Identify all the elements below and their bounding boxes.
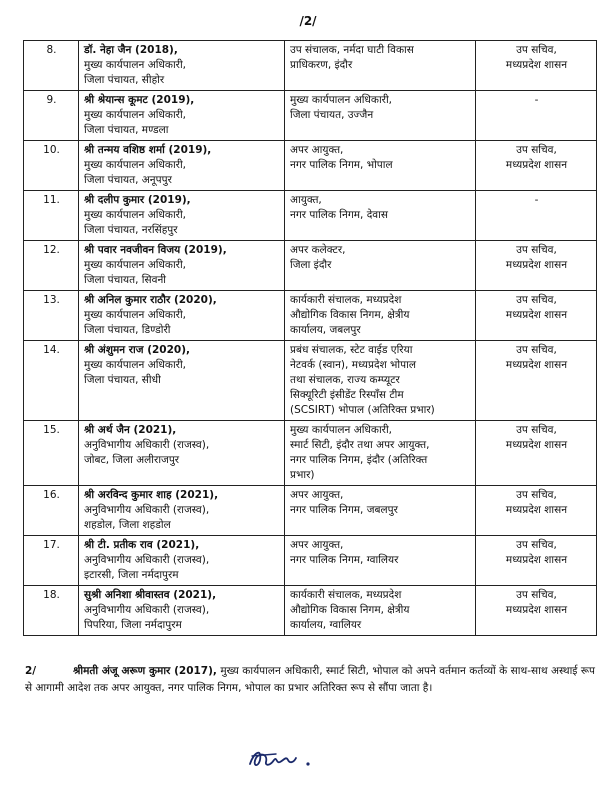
- new-posting-line: कार्यकारी संचालक, मध्यप्रदेश: [290, 589, 402, 601]
- current-posting-line: अनुविभागीय अधिकारी (राजस्व),: [84, 554, 210, 566]
- new-posting-line: नगर पालिक निगम, भोपाल: [290, 159, 393, 171]
- paragraph-text: मुख्य कार्यपालन अधिकारी, स्मार्ट सिटी, भोपाल को अपने वर्तमान कर्तव्यों के साथ-साथ अस्थाई रूप से आगामी आदेश तक अपर आयुक्त, नगर पालिक निगम, भोपाल का प्रभार अतिरिक्त रूप से सौंपा जाता है।: [25, 665, 595, 694]
- equivalent-post-line: मध्यप्रदेश शासन: [505, 159, 568, 171]
- new-posting-line: कार्यालय, जबलपुर: [290, 324, 361, 336]
- new-posting-cell: [285, 191, 476, 241]
- new-posting-line: जिला पंचायत, उज्जैन: [290, 109, 374, 121]
- new-posting-line: स्मार्ट सिटी, इंदौर तथा अपर आयुक्त,: [290, 439, 430, 451]
- new-posting-line: नगर पालिक निगम, देवास: [290, 209, 388, 221]
- table-row: [24, 586, 597, 636]
- serial-number: 9.: [24, 91, 79, 141]
- officer-cell: [79, 536, 285, 586]
- equivalent-post-cell: [476, 91, 597, 141]
- table-row: [24, 41, 597, 91]
- equivalent-post-line: उप सचिव,: [516, 294, 557, 306]
- officer-name: श्री अर्थ जैन (2021),: [84, 424, 177, 436]
- table-row: [24, 536, 597, 586]
- serial-number: 17.: [24, 536, 79, 586]
- officer-cell: [79, 91, 285, 141]
- officer-cell: [79, 241, 285, 291]
- new-posting-line: तथा संचालक, राज्य कम्प्यूटर: [290, 374, 400, 386]
- equivalent-post-line: उप सचिव,: [516, 424, 557, 436]
- current-posting-line: अनुविभागीय अधिकारी (राजस्व),: [84, 439, 210, 451]
- new-posting-line: उप संचालक, नर्मदा घाटी विकास: [290, 44, 414, 56]
- paragraph-number: 2/: [25, 665, 37, 677]
- new-posting-line: प्रभार): [290, 469, 315, 481]
- current-posting-line: अनुविभागीय अधिकारी (राजस्व),: [84, 604, 210, 616]
- signature: [246, 742, 326, 774]
- equivalent-post-cell: [476, 191, 597, 241]
- new-posting-line: कार्यकारी संचालक, मध्यप्रदेश: [290, 294, 402, 306]
- serial-number: 18.: [24, 586, 79, 636]
- serial-number: 11.: [24, 191, 79, 241]
- officer-name: श्री पवार नवजीवन विजय (2019),: [84, 244, 227, 256]
- new-posting-line: नगर पालिक निगम, ग्वालियर: [290, 554, 399, 566]
- officer-name: श्री श्रेयान्स कूमट (2019),: [84, 94, 195, 106]
- equivalent-post-cell: [476, 486, 597, 536]
- serial-number: 8.: [24, 41, 79, 91]
- transfer-table: [23, 40, 597, 636]
- new-posting-line: प्राधिकरण, इंदौर: [290, 59, 353, 71]
- current-posting-line: मुख्य कार्यपालन अधिकारी,: [84, 159, 187, 171]
- table-row: [24, 291, 597, 341]
- new-posting-cell: [285, 41, 476, 91]
- officer-name: श्री अंशुमन राज (2020),: [84, 344, 191, 356]
- officer-cell: [79, 341, 285, 421]
- officer-name: सुश्री अनिशा श्रीवास्तव (2021),: [84, 589, 217, 601]
- new-posting-line: अपर कलेक्टर,: [290, 244, 346, 256]
- new-posting-line: मुख्य कार्यपालन अधिकारी,: [290, 94, 393, 106]
- current-posting-line: इटारसी, जिला नर्मदापुरम: [84, 569, 179, 581]
- equivalent-post-line: मध्यप्रदेश शासन: [505, 259, 568, 271]
- new-posting-line: (SCSIRT) भोपाल (अतिरिक्त प्रभार): [290, 404, 435, 416]
- officer-cell: [79, 41, 285, 91]
- current-posting-line: जिला पंचायत, सीधी: [84, 374, 161, 386]
- equivalent-post-cell: [476, 141, 597, 191]
- new-posting-line: मुख्य कार्यपालन अधिकारी,: [290, 424, 393, 436]
- new-posting-line: सिक्यूरिटी इंसीडेंट रिस्पॉंस टीम: [290, 389, 404, 401]
- equivalent-post-cell: [476, 421, 597, 486]
- officer-name: श्री टी. प्रतीक राव (2021),: [84, 539, 200, 551]
- equivalent-post-line: -: [534, 194, 539, 206]
- table-row: [24, 91, 597, 141]
- equivalent-post-line: उप सचिव,: [516, 489, 557, 501]
- new-posting-cell: [285, 291, 476, 341]
- current-posting-line: अनुविभागीय अधिकारी (राजस्व),: [84, 504, 210, 516]
- equivalent-post-line: मध्यप्रदेश शासन: [505, 554, 568, 566]
- current-posting-line: जिला पंचायत, अनूपपुर: [84, 174, 172, 186]
- officer-name: श्री अरविन्द कुमार शाह (2021),: [84, 489, 219, 501]
- equivalent-post-line: मध्यप्रदेश शासन: [505, 439, 568, 451]
- new-posting-cell: [285, 536, 476, 586]
- equivalent-post-line: मध्यप्रदेश शासन: [505, 59, 568, 71]
- new-posting-line: प्रबंध संचालक, स्टेट वाईड एरिया: [290, 344, 413, 356]
- new-posting-line: जिला इंदौर: [290, 259, 332, 271]
- equivalent-post-line: उप सचिव,: [516, 539, 557, 551]
- equivalent-post-line: मध्यप्रदेश शासन: [505, 309, 568, 321]
- new-posting-line: नेटवर्क (स्वान), मध्यप्रदेश भोपाल: [290, 359, 416, 371]
- new-posting-cell: [285, 341, 476, 421]
- equivalent-post-cell: [476, 341, 597, 421]
- equivalent-post-line: उप सचिव,: [516, 144, 557, 156]
- current-posting-line: मुख्य कार्यपालन अधिकारी,: [84, 259, 187, 271]
- equivalent-post-line: उप सचिव,: [516, 44, 557, 56]
- new-posting-line: आयुक्त,: [290, 194, 322, 206]
- table-row: [24, 191, 597, 241]
- current-posting-line: जिला पंचायत, डिण्डोरी: [84, 324, 171, 336]
- officer-cell: [79, 191, 285, 241]
- new-posting-line: नगर पालिक निगम, इंदौर (अतिरिक्त: [290, 454, 428, 466]
- current-posting-line: मुख्य कार्यपालन अधिकारी,: [84, 359, 187, 371]
- transfer-table-body: [24, 41, 597, 636]
- table-row: [24, 421, 597, 486]
- new-posting-line: औद्योगिक विकास निगम, क्षेत्रीय: [290, 604, 410, 616]
- page-number: /2/: [299, 14, 317, 28]
- serial-number: 15.: [24, 421, 79, 486]
- current-posting-line: शहडोल, जिला शहडोल: [84, 519, 171, 531]
- equivalent-post-line: उप सचिव,: [516, 244, 557, 256]
- serial-number: 14.: [24, 341, 79, 421]
- new-posting-cell: [285, 486, 476, 536]
- equivalent-post-cell: [476, 41, 597, 91]
- equivalent-post-line: मध्यप्रदेश शासन: [505, 504, 568, 516]
- current-posting-line: जिला पंचायत, नरसिंहपुर: [84, 224, 178, 236]
- current-posting-line: मुख्य कार्यपालन अधिकारी,: [84, 309, 187, 321]
- equivalent-post-line: उप सचिव,: [516, 344, 557, 356]
- new-posting-cell: [285, 241, 476, 291]
- equivalent-post-cell: [476, 241, 597, 291]
- officer-cell: [79, 486, 285, 536]
- table-row: [24, 486, 597, 536]
- equivalent-post-cell: [476, 536, 597, 586]
- serial-number: 16.: [24, 486, 79, 536]
- officer-cell: [79, 586, 285, 636]
- new-posting-cell: [285, 421, 476, 486]
- officer-cell: [79, 421, 285, 486]
- officer-name: डॉ. नेहा जैन (2018),: [84, 44, 178, 56]
- equivalent-post-line: मध्यप्रदेश शासन: [505, 604, 568, 616]
- serial-number: 10.: [24, 141, 79, 191]
- equivalent-post-cell: [476, 586, 597, 636]
- officer-cell: [79, 141, 285, 191]
- equivalent-post-line: -: [534, 94, 539, 106]
- current-posting-line: मुख्य कार्यपालन अधिकारी,: [84, 209, 187, 221]
- paragraph-2: [25, 663, 595, 697]
- officer-cell: [79, 291, 285, 341]
- new-posting-line: अपर आयुक्त,: [290, 489, 344, 501]
- officer-name: श्री तन्मय वशिष्ठ शर्मा (2019),: [84, 144, 212, 156]
- current-posting-line: मुख्य कार्यपालन अधिकारी,: [84, 109, 187, 121]
- table-row: [24, 241, 597, 291]
- new-posting-line: कार्यालय, ग्वालियर: [290, 619, 362, 631]
- current-posting-line: मुख्य कार्यपालन अधिकारी,: [84, 59, 187, 71]
- new-posting-line: औद्योगिक विकास निगम, क्षेत्रीय: [290, 309, 410, 321]
- new-posting-cell: [285, 141, 476, 191]
- serial-number: 12.: [24, 241, 79, 291]
- new-posting-line: अपर आयुक्त,: [290, 539, 344, 551]
- paragraph-officer: श्रीमती अंजू अरूण कुमार (2017),: [73, 665, 217, 677]
- current-posting-line: जिला पंचायत, मण्डला: [84, 124, 169, 136]
- current-posting-line: पिपरिया, जिला नर्मदापुरम: [84, 619, 182, 631]
- equivalent-post-cell: [476, 291, 597, 341]
- equivalent-post-line: मध्यप्रदेश शासन: [505, 359, 568, 371]
- new-posting-cell: [285, 586, 476, 636]
- serial-number: 13.: [24, 291, 79, 341]
- table-row: [24, 141, 597, 191]
- current-posting-line: जिला पंचायत, सीहोर: [84, 74, 165, 86]
- new-posting-line: नगर पालिक निगम, जबलपुर: [290, 504, 398, 516]
- officer-name: श्री अनिल कुमार राठौर (2020),: [84, 294, 217, 306]
- new-posting-line: अपर आयुक्त,: [290, 144, 344, 156]
- current-posting-line: जिला पंचायत, सिवनी: [84, 274, 166, 286]
- table-row: [24, 341, 597, 421]
- current-posting-line: जोबट, जिला अलीराजपुर: [84, 454, 180, 466]
- equivalent-post-line: उप सचिव,: [516, 589, 557, 601]
- new-posting-cell: [285, 91, 476, 141]
- officer-name: श्री दलीप कुमार (2019),: [84, 194, 191, 206]
